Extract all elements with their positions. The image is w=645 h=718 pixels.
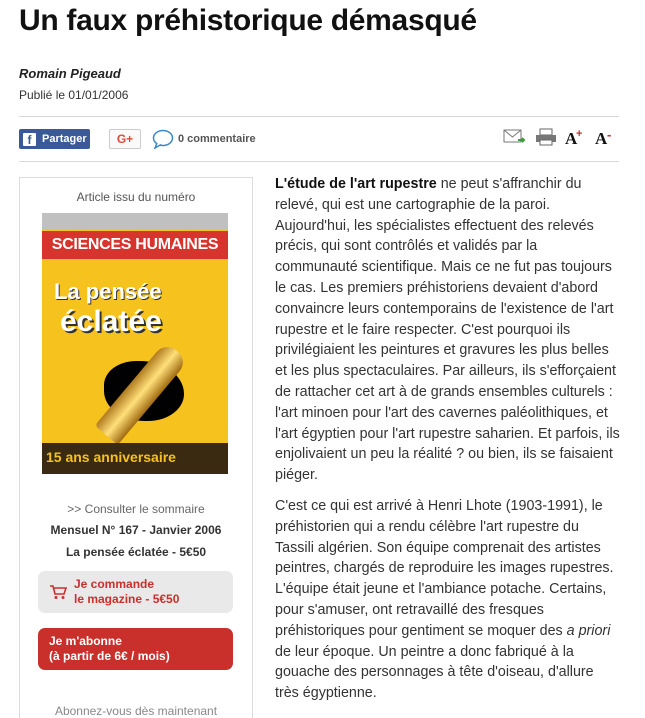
comments-link[interactable] [152, 129, 256, 149]
subscribe-button[interactable] [38, 628, 233, 670]
cover-top-band [42, 213, 228, 230]
issue-sidebar [19, 177, 253, 718]
divider-top [19, 116, 619, 117]
issue-number: Mensuel N° 167 - Janvier 2006 [50, 523, 222, 537]
subscribe-line2: (à partir de 6€ / mois) [49, 649, 170, 663]
cover-title-line2: éclatée [60, 305, 162, 338]
order-label [74, 577, 179, 607]
issue-theme: La pensée éclatée - 5€50 [65, 545, 207, 559]
print-icon[interactable] [535, 128, 557, 151]
paragraph-2-emphasis: a priori [566, 622, 611, 639]
email-icon[interactable] [503, 128, 527, 151]
issue-header: Article issu du numéro [76, 190, 196, 204]
paragraph-2 [275, 496, 620, 704]
publish-date: Publié le 01/01/2006 [19, 88, 129, 102]
paragraph-2-text-a: C'est ce qui est arrivé à Henri Lhote (1903-1991), le préhistorien qui a rendu célèbre l'art rupestre du Tassili algérien. Son équipe comprenait des artistes peintres, chargés de reproduire les images rupestres. L'équipe était jeune et l'ambiance potache. Certains, pour s'amuser, ont retravaillé des fresques préhistoriques pour gentiment se moquer des [275, 497, 614, 639]
svg-text:-: - [607, 127, 612, 142]
author-name[interactable]: Romain Pigeaud [19, 66, 121, 81]
lead-text: L'étude de l'art rupestre [275, 176, 437, 192]
subscribe-line1: Je m'abonne [49, 634, 122, 648]
font-increase-icon[interactable] [565, 128, 587, 151]
facebook-share-button[interactable] [19, 129, 90, 149]
paragraph-1 [275, 174, 620, 486]
article-body [275, 174, 620, 714]
cover-title-line1: La pensée [54, 279, 162, 304]
comments-count: 0 commentaire [178, 133, 256, 145]
speech-bubble-icon [152, 129, 174, 149]
article-tools [503, 129, 617, 149]
share-bar [19, 129, 619, 149]
order-magazine-button[interactable] [38, 571, 233, 613]
order-line2: le magazine - 5€50 [74, 592, 180, 606]
cover-anniversary-band [42, 443, 228, 474]
font-decrease-icon[interactable] [595, 128, 617, 151]
svg-text:A: A [565, 128, 578, 146]
order-line1: Je commande [74, 577, 155, 591]
paragraph-2-text-b: de leur époque. Un peintre a donc fabriqué à la gouache des personnages à tête d'oiseau, d'allure très égyptienne. [275, 643, 594, 702]
google-plus-button[interactable]: G+ [109, 129, 141, 149]
paragraph-1-text: ne peut s'affranchir du relevé, qui est une cartographie de la paroi. Aujourd'hui, les spécialistes effectuent des relevés précis, qui sont contrôlés et validés par la communauté scientifique. Mais ce ne fut pas toujours le cas. Les premiers préhistoriens devaient d'abord convaincre leurs contemporains de l'existence de l'art rupestre et le faire respecter. C'est pourquoi ils privilégiaient les peintures et gravures les plus belles et les plus spectaculaires. Par ailleurs, ils s'efforçaient de rattacher cet art à de grands ensembles culturels : l'art minoen pour l'art des cavernes paléolithiques, et l'art égyptien pour l'art rupestre saharien. Et parfois, ils enjolivaient un peu la réalité ? ou bien, ils se faisaient piéger. [275, 176, 620, 484]
subscribe-label [49, 634, 170, 664]
svg-text:A: A [595, 128, 608, 146]
sidebar-bottom-text[interactable]: Abonnez-vous dès maintenant [54, 704, 218, 718]
cover-masthead: SCIENCES HUMAINES [42, 231, 228, 259]
cart-icon [49, 584, 67, 605]
svg-text:+: + [576, 127, 583, 140]
cover-anniversary: 15 ans anniversaire [46, 449, 176, 465]
summary-link[interactable]: >> Consulter le sommaire [67, 502, 205, 516]
magazine-cover[interactable] [42, 213, 228, 474]
page-title: Un faux préhistorique démasqué [19, 4, 477, 37]
divider-share [19, 161, 619, 162]
facebook-icon: f [23, 133, 36, 146]
facebook-share-label: Partager [42, 133, 87, 145]
